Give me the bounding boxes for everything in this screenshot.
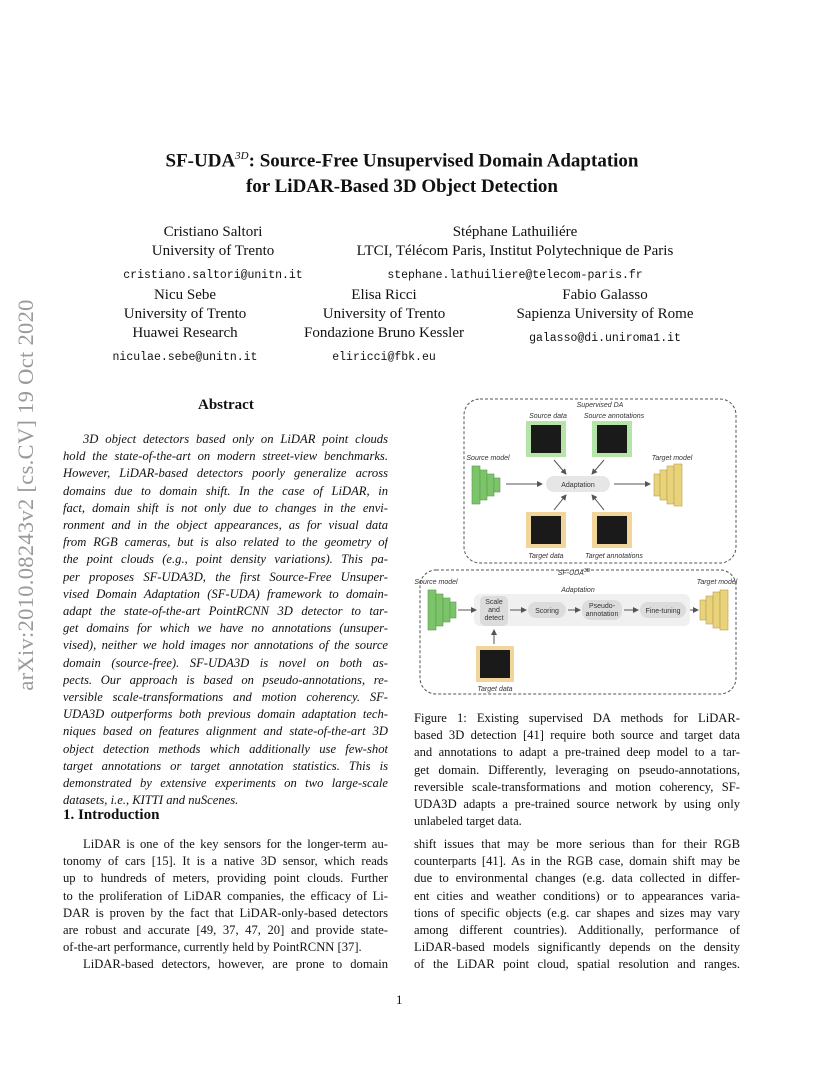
text-line: However, LiDAR-based detectors poorly generalize across xyxy=(63,466,388,481)
author-email[interactable]: stephane.lathuiliere@telecom-paris.fr xyxy=(387,269,643,282)
arxiv-stamp-text: arXiv:2010.08243v2 [cs.CV] 19 Oct 2020 xyxy=(13,299,38,691)
text-line: adapt the state-of-the-art PointRCNN 3D detector to tar- xyxy=(63,604,388,619)
text-line: based 3D detection [41] require both source and target data xyxy=(414,728,740,743)
text-line: shift issues that may be more serious than for their RGB xyxy=(414,837,740,851)
source-data-image xyxy=(531,425,561,453)
text-line: DAR is proven by the fact that LiDAR-only-based detectors xyxy=(63,905,388,920)
sfuda-target-model-icon xyxy=(700,590,728,630)
target-model-label: Target model xyxy=(651,455,693,462)
text-line: of the LiDAR point cloud, spatial resolution and ranges. xyxy=(414,957,740,972)
author-affiliation: University of Trento xyxy=(322,306,446,322)
text-line: ent cities and weather conditions) or to appearances varia- xyxy=(414,888,740,903)
fine-tuning-label: Fine-tuning xyxy=(645,608,681,615)
text-line: counterparts [41]. As in the RGB case, domain shift may be xyxy=(414,854,740,869)
sfuda-title: $SF-UDA^{3D}$ xyxy=(557,568,591,577)
title-sup: 3D xyxy=(235,150,249,162)
target-annotations-image xyxy=(597,516,627,544)
author-affiliation: Sapienza University of Rome xyxy=(516,306,694,322)
text-line: demonstrated by extensive experiments on two large-scale xyxy=(63,776,388,791)
author-affiliation: Fondazione Bruno Kessler xyxy=(304,325,464,341)
paper-title xyxy=(0,143,804,200)
source-model-icon xyxy=(472,466,500,504)
author-block xyxy=(95,286,275,367)
sfuda-target-data-image xyxy=(480,650,510,678)
source-annotations-label: Source annotations xyxy=(583,413,645,420)
section-heading-introduction: 1. Introduction xyxy=(63,807,160,823)
text-line: UDA3D adapts a pre-trained source network by using only xyxy=(414,797,740,812)
text-line: domain (source-free). SF-UDA3D is novel on both as- xyxy=(63,655,388,670)
author-name: Fabio Galasso xyxy=(562,287,648,303)
text-line: fact, domain shift is not only due to changes in the envi- xyxy=(63,500,388,515)
title-line2: for LiDAR-Based 3D Object Detection xyxy=(245,176,559,198)
text-line: per proposes SF-UDA3D, the first Source-Free Unsuper- xyxy=(63,569,388,584)
author-affiliation: University of Trento xyxy=(123,306,247,322)
title-rest: : Source-Free Unsupervised Domain Adaptation xyxy=(248,150,639,172)
text-line: among different countries). Additionally, performance of xyxy=(414,923,740,938)
pseudo-annotation-line2: annotation xyxy=(585,611,619,618)
text-line: get domain. Differently, leveraging on pseudo-annotations, xyxy=(414,762,740,777)
scoring-label: Scoring xyxy=(535,608,559,615)
text-line: of-the-art performance, currently held by PointRCNN [37]. xyxy=(63,940,362,955)
pseudo-annotation-line1: Pseudo- xyxy=(588,603,616,610)
introduction-body xyxy=(63,836,388,974)
text-line: niques based on features alignment and state-of-the-art 3D xyxy=(63,724,388,739)
author-name: Cristiano Saltori xyxy=(163,224,263,240)
text-line: get domains for which we have no annotations (unsuper- xyxy=(63,621,388,636)
target-data-image xyxy=(531,516,561,544)
text-line: object detection methods which additionally use few-shot xyxy=(63,741,388,756)
author-name: Stéphane Lathuiliére xyxy=(452,224,578,240)
author-block xyxy=(95,223,331,285)
text-line: unlabeled target data. xyxy=(414,814,522,829)
arxiv-stamp xyxy=(6,290,46,700)
figure-1-caption xyxy=(414,710,740,830)
text-line: the point clouds (e.g., point density variations). This pa- xyxy=(63,552,388,567)
text-line: versible scale-transformations and motion coherency. SF- xyxy=(63,690,388,705)
author-name: Elisa Ricci xyxy=(351,287,417,303)
text-line: vised), neither we hold images nor annotations of the source xyxy=(63,638,388,653)
source-annotations-image xyxy=(597,425,627,453)
text-line: pects. Our approach is based on pseudo-annotations, re- xyxy=(63,672,388,687)
source-model-label: Source model xyxy=(466,455,510,462)
scale-detect-line1: Scale xyxy=(485,599,503,606)
author-name: Nicu Sebe xyxy=(153,287,217,303)
text-line: tions of specific objects (e.g. car shapes and sizes may vary xyxy=(414,905,740,920)
author-email[interactable]: galasso@di.uniroma1.it xyxy=(529,332,681,345)
text-line: UDA3D outperforms both previous domain adaptation tech- xyxy=(63,707,388,722)
right-column-body xyxy=(414,836,740,974)
figure-1-diagram xyxy=(414,394,740,700)
text-line: ronment and in the object appearances, as for visual data xyxy=(63,518,388,533)
target-data-label: Target data xyxy=(528,553,564,560)
text-line: reversible scale-transformations and motion coherency, SF- xyxy=(414,779,740,794)
sfuda-source-model-icon xyxy=(428,590,456,630)
sfuda-target-model-label: Target model xyxy=(696,579,738,586)
text-line: 3D object detectors based only on LiDAR point clouds xyxy=(83,432,388,446)
text-line: up to hundreds of meters, providing point clouds. Further xyxy=(63,871,388,886)
text-line: LiDAR is one of the key sensors for the longer-term au- xyxy=(83,837,388,851)
supervised-da-title: Supervised DA xyxy=(576,402,624,409)
sfuda-target-data-label: Target data xyxy=(477,686,513,693)
page-number: 1 xyxy=(396,992,403,1007)
text-line: vised Domain Adaptation (SF-UDA) framework to domain- xyxy=(63,586,388,601)
text-line: and annotations to adapt a pre-trained deep model to a tar- xyxy=(414,745,740,760)
text-line: tonomy of cars [15]. It is a native 3D sensor, which reads xyxy=(63,854,388,869)
title-prefix: SF-UDA xyxy=(165,150,236,172)
author-affiliation: Huawei Research xyxy=(132,325,238,341)
text-line: LiDAR-based detectors, however, are prone to domain xyxy=(83,957,388,972)
author-email[interactable]: cristiano.saltori@unitn.it xyxy=(123,269,303,282)
scale-detect-line3: detect xyxy=(484,615,504,622)
text-line: to the proliferation of LiDAR companies, the efficacy of Li- xyxy=(63,888,388,903)
text-line: datasets, i.e., KITTI and nuScenes. xyxy=(63,793,239,808)
text-line: due to environmental changes (e.g. data collected in differ- xyxy=(414,871,740,886)
author-block xyxy=(290,286,478,367)
author-affiliation: University of Trento xyxy=(151,243,275,259)
sfuda-source-model-label: Source model xyxy=(414,579,458,586)
author-email[interactable]: eliricci@fbk.eu xyxy=(332,351,436,364)
author-email[interactable]: niculae.sebe@unitn.it xyxy=(112,351,258,364)
target-annotations-label: Target annotations xyxy=(585,553,643,560)
adaptation-label: Adaptation xyxy=(561,482,595,489)
sfuda-adaptation-label: Adaptation xyxy=(561,587,595,594)
source-data-label: Source data xyxy=(529,413,567,420)
text-line: domains due to domain shift. In the case of LiDAR, in xyxy=(63,483,388,498)
text-line: LiDAR-based models significantly depends on the density xyxy=(414,940,740,955)
text-line: from RGB cameras, but is also related to the geometry of xyxy=(63,535,388,550)
author-block xyxy=(335,223,695,285)
scale-detect-line2: and xyxy=(488,607,500,614)
abstract-heading: Abstract xyxy=(198,397,254,413)
target-model-icon xyxy=(654,464,682,506)
author-block xyxy=(490,286,720,348)
abstract-body xyxy=(63,431,388,809)
text-line: Figure 1: Existing supervised DA methods for LiDAR- xyxy=(414,711,740,725)
text-line: target annotations or target annotation statistics. This is xyxy=(63,758,388,773)
author-affiliation: LTCI, Télécom Paris, Institut Polytechnique de Paris xyxy=(356,243,674,259)
text-line: hold the state-of-the-art on modern street-view benchmarks. xyxy=(63,449,388,464)
text-line: are robust and accurate [49, 37, 47, 20] and provide state- xyxy=(63,923,388,938)
